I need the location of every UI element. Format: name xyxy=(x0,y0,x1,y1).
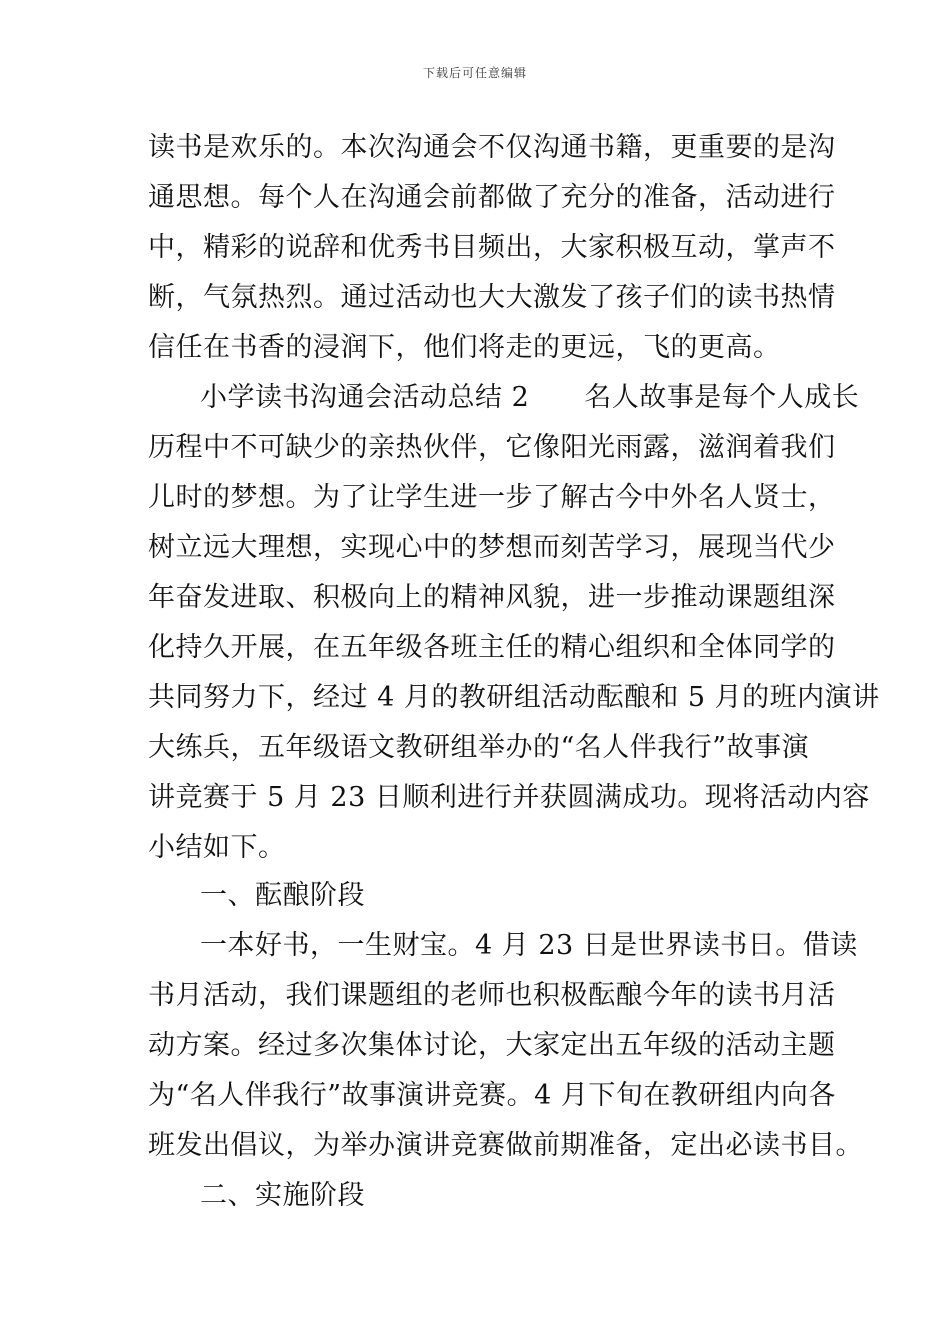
paragraph-line: 化持久开展，在五年级各班主任的精心组织和全体同学的 xyxy=(148,632,836,663)
paragraph-line: 儿时的梦想。为了让学生进一步了解古今中外名人贤士， xyxy=(148,482,836,513)
paragraph-line: 小结如下。 xyxy=(148,832,286,863)
paragraph-line: 信任在书香的浸润下，他们将走的更远，飞的更高。 xyxy=(148,332,781,363)
paragraph-line: 树立远大理想，实现心中的梦想而刻苦学习，展现当代少 xyxy=(148,532,836,563)
paragraph-line: 历程中不可缺少的亲热伙伴，它像阳光雨露，滋润着我们 xyxy=(148,432,836,463)
paragraph-line: 断，气氛热烈。通过活动也大大激发了孩子们的读书热情 xyxy=(148,282,836,313)
paragraph-line: 小学读书沟通会活动总结 2 名人故事是每个人成长 xyxy=(200,382,860,413)
paragraph-line: 共同努力下，经过 4 月的教研组活动酝酿和 5 月的班内演讲 xyxy=(148,682,880,713)
paragraph-line: 为“名人伴我行”故事演讲竞赛。4 月下旬在教研组内向各 xyxy=(148,1080,836,1111)
paragraph-line: 年奋发进取、积极向上的精神风貌，进一步推动课题组深 xyxy=(148,582,836,613)
paragraph-line: 书月活动，我们课题组的老师也积极酝酿今年的读书月活 xyxy=(148,980,836,1011)
page-header: 下载后可任意编辑 xyxy=(422,66,527,80)
paragraph-line: 讲竞赛于 5 月 23 日顺利进行并获圆满成功。现将活动内容 xyxy=(148,782,870,813)
paragraph-line: 大练兵，五年级语文教研组举办的“名人伴我行”故事演 xyxy=(148,732,810,763)
paragraph-line: 动方案。经过多次集体讨论，大家定出五年级的活动主题 xyxy=(148,1030,836,1061)
section-heading: 一、酝酿阶段 xyxy=(200,880,365,911)
paragraph-line: 读书是欢乐的。本次沟通会不仅沟通书籍，更重要的是沟 xyxy=(148,132,836,163)
paragraph-line: 班发出倡议，为举办演讲竞赛做前期准备，定出必读书目。 xyxy=(148,1130,863,1161)
section-heading: 二、实施阶段 xyxy=(200,1180,365,1211)
paragraph-line: 中，精彩的说辞和优秀书目频出，大家积极互动，掌声不 xyxy=(148,232,836,263)
paragraph-line: 通思想。每个人在沟通会前都做了充分的准备，活动进行 xyxy=(148,182,836,213)
paragraph-line: 一本好书，一生财宝。4 月 23 日是世界读书日。借读 xyxy=(200,930,858,961)
